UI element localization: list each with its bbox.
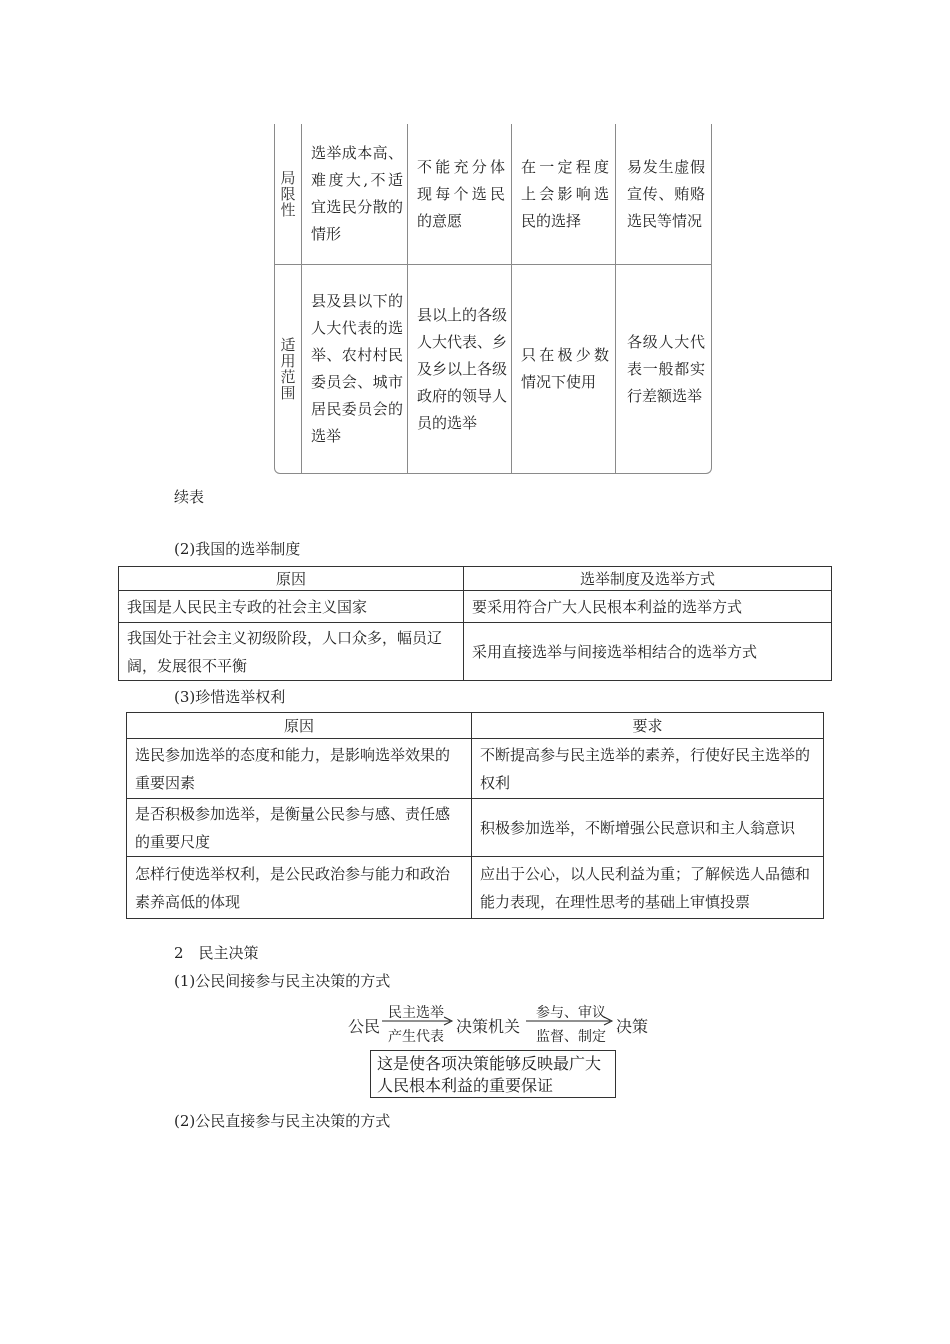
subheading-direct-participation: (2)公民直接参与民主决策的方式 [174, 1112, 391, 1130]
table-cell: 选举成本高、难度大,不适宜选民分散的情形 [311, 144, 403, 243]
comparison-table [274, 124, 712, 474]
table-cell: 县及县以下的人大代表的选举、农村村民委员会、城市居民委员会的选举 [311, 292, 403, 445]
flow-arrow-label: 民主选举 [388, 1005, 444, 1021]
flow-arrow-label: 参与、审议 [536, 1005, 606, 1021]
table-cell: 在一定程度上会影响选民的选择 [521, 157, 609, 230]
flow-node-decision: 决策 [616, 1017, 649, 1036]
table-cell: 各级人大代表一般都实行差额选举 [627, 332, 705, 405]
table-cell: 我国处于社会主义初级阶段，人口众多，幅员辽阔，发展很不平衡 [119, 623, 464, 681]
cherish-rights-table [126, 712, 824, 919]
table-cell: 易发生虚假宣传、贿赂选民等情况 [627, 157, 705, 230]
table-cell: 不能充分体现每个选民的意愿 [417, 157, 505, 230]
table-cell: 是否积极参加选举，是衡量公民参与感、责任感的重要尺度 [127, 799, 472, 857]
flow-arrow-label: 产生代表 [388, 1029, 444, 1045]
flow-arrow-icon [526, 1016, 616, 1026]
table-cell: 不断提高参与民主选举的素养，行使好民主选举的权利 [472, 739, 824, 799]
table-cell: 应出于公心，以人民利益为重；了解候选人品德和能力表现，在理性思考的基础上审慎投票 [472, 857, 824, 919]
table-header: 原因 [119, 567, 464, 591]
table-header: 要求 [472, 713, 824, 739]
table-cell: 怎样行使选举权利，是公民政治参与能力和政治素养高低的体现 [127, 857, 472, 919]
section-heading-election-system: (2)我国的选举制度 [174, 540, 301, 558]
table-cell: 只在极少数情况下使用 [521, 346, 609, 391]
section-heading-democratic-decision: 2 民主决策 [174, 944, 259, 962]
flow-node-citizens: 公民 [348, 1017, 381, 1036]
table-cell: 要采用符合广大人民根本利益的选举方式 [464, 591, 832, 623]
table-header: 原因 [127, 713, 472, 739]
table-header: 选举制度及选举方式 [464, 567, 832, 591]
election-system-table [118, 566, 832, 681]
flow-node-decision-body: 决策机关 [456, 1017, 521, 1036]
decision-flow-diagram [340, 1000, 660, 1050]
flow-note-box: 这是使各项决策能够反映最广大人民根本利益的重要保证 [370, 1050, 616, 1098]
table-cell: 我国是人民民主专政的社会主义国家 [119, 591, 464, 623]
table-cell: 县以上的各级人大代表、乡及乡以上各级政府的领导人员的选举 [417, 305, 508, 432]
section-heading-cherish-rights: (3)珍惜选举权利 [174, 688, 286, 706]
table-cell: 积极参加选举，不断增强公民意识和主人翁意识 [472, 799, 824, 857]
row-header-scope: 适用范围 [278, 337, 297, 401]
table-cell: 采用直接选举与间接选举相结合的选举方式 [464, 623, 832, 681]
flow-arrow-label: 监督、制定 [536, 1029, 606, 1045]
continued-label: 续表 [174, 488, 205, 506]
subheading-indirect-participation: (1)公民间接参与民主决策的方式 [174, 972, 391, 990]
table-cell: 选民参加选举的态度和能力，是影响选举效果的重要因素 [127, 739, 472, 799]
flow-arrow-icon [382, 1016, 456, 1026]
row-header-limitations: 局限性 [278, 170, 297, 218]
